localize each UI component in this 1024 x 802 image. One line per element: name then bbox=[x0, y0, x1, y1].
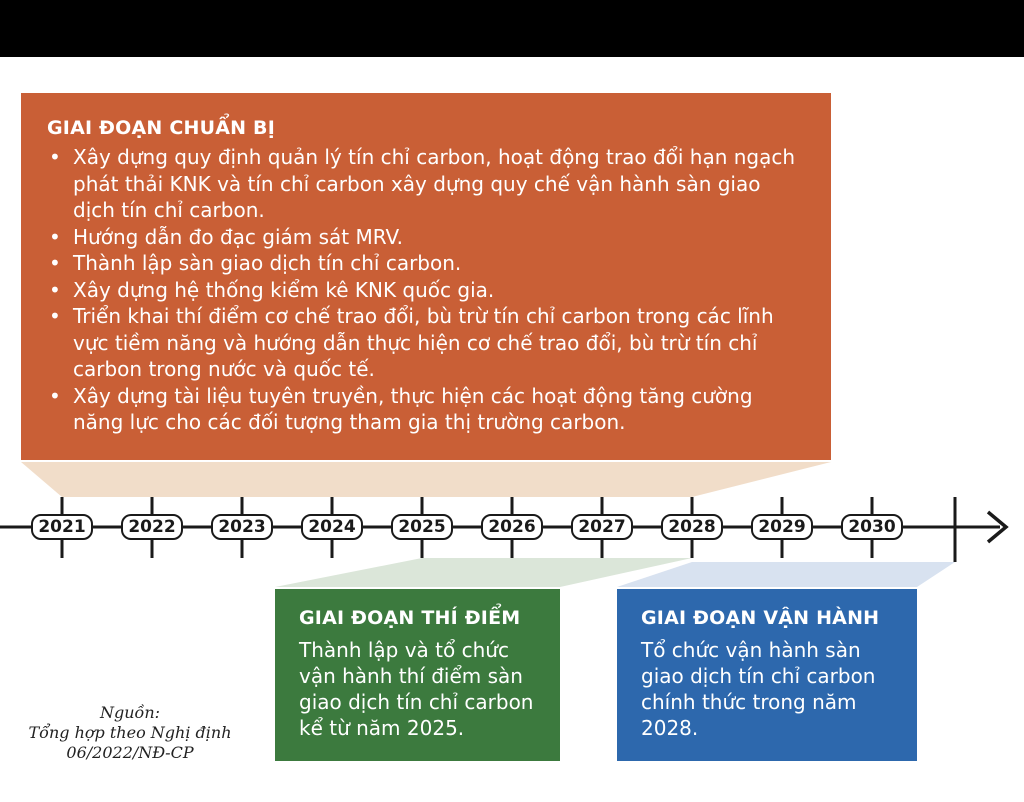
year-label-2023: 2023 bbox=[211, 514, 273, 540]
list-item: • Thành lập sàn giao dịch tín chỉ carbon. bbox=[47, 250, 805, 277]
list-item: • Xây dựng hệ thống kiểm kê KNK quốc gia. bbox=[47, 277, 805, 304]
source-line-2: 06/2022/NĐ-CP bbox=[66, 743, 194, 762]
pilot-phase-body: Thành lập và tổ chức vận hành thí điểm sàn giao dịch tín chỉ carbon kể từ năm 2025. bbox=[299, 638, 534, 740]
preparation-phase-title: GIAI ĐOẠN CHUẨN BỊ bbox=[47, 117, 275, 139]
year-label-2030: 2030 bbox=[841, 514, 903, 540]
year-label-2027: 2027 bbox=[571, 514, 633, 540]
list-item: • Xây dựng quy định quản lý tín chỉ carbon, hoạt động trao đổi hạn ngạch phát thải KNK và tín chỉ carbon xây dựng quy chế vận hành sàn giao dịch tín chỉ carbon. bbox=[47, 144, 805, 224]
year-label-2024: 2024 bbox=[301, 514, 363, 540]
pilot-phase-box bbox=[275, 589, 560, 761]
year-label-2029: 2029 bbox=[751, 514, 813, 540]
source-label: Nguồn: bbox=[99, 703, 161, 722]
operation-phase-box bbox=[617, 589, 917, 761]
list-item: • Triển khai thí điểm cơ chế trao đổi, bù trừ tín chỉ carbon trong các lĩnh vực tiềm năng và hướng dẫn thực hiện cơ chế trao đổi, bù trừ tín chỉ carbon trong nước và quốc tế. bbox=[47, 303, 805, 383]
year-label-2022: 2022 bbox=[121, 514, 183, 540]
year-label-2021: 2021 bbox=[31, 514, 93, 540]
source-note bbox=[20, 703, 240, 763]
operation-phase-body: Tổ chức vận hành sàn giao dịch tín chỉ carbon chính thức trong năm 2028. bbox=[641, 638, 876, 740]
source-line-1: Tổng hợp theo Nghị định bbox=[28, 723, 232, 742]
list-item: • Xây dựng tài liệu tuyên truyền, thực hiện các hoạt động tăng cường năng lực cho các đối tượng tham gia thị trường carbon. bbox=[47, 383, 805, 436]
year-label-2026: 2026 bbox=[481, 514, 543, 540]
operation-phase-title: GIAI ĐOẠN VẬN HÀNH bbox=[641, 607, 880, 629]
year-label-2028: 2028 bbox=[661, 514, 723, 540]
pilot-phase-title: GIAI ĐOẠN THÍ ĐIỂM bbox=[299, 607, 521, 629]
year-label-2025: 2025 bbox=[391, 514, 453, 540]
list-item: • Hướng dẫn đo đạc giám sát MRV. bbox=[47, 224, 805, 251]
